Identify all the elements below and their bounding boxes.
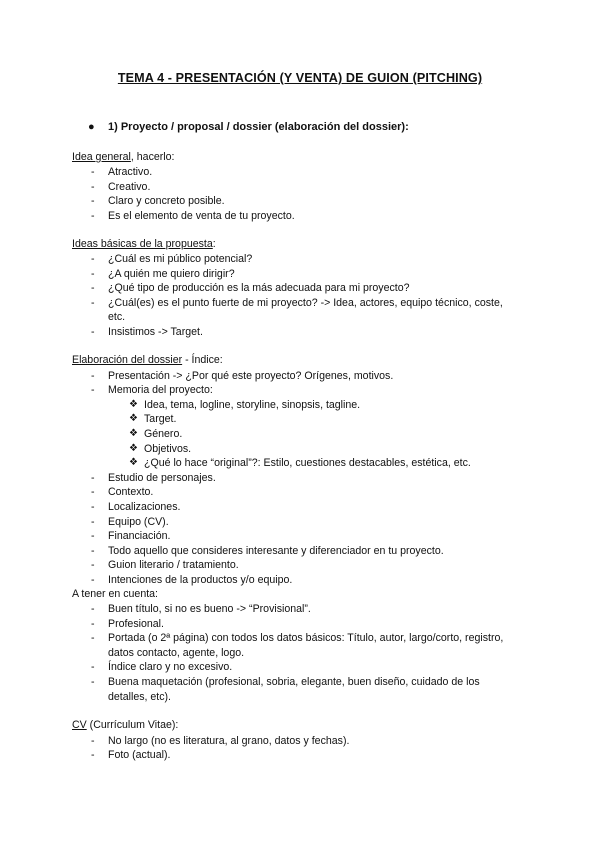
idea-general-label: Idea general, hacerlo:	[72, 151, 175, 163]
elaboracion-label: Elaboración del dossier - Índice:	[72, 354, 223, 366]
diamond-bullet-icon: ❖	[129, 413, 138, 425]
diamond-bullet-icon: ❖	[129, 398, 138, 410]
document-page: TEMA 4 - PRESENTACIÓN (Y VENTA) DE GUION (PITCHING) ● 1) Proyecto / proposal / dossier (elaboración del dossier): Idea general, hacerlo: - Atractivo. - Creativo. - Claro y concreto posible. - Es el elemento de venta de tu proyecto. Ideas básicas de la propuesta: - ¿Cuál es mi público potencial? - ¿A quién me quiero dirigir? - ¿Qué tipo de producción es la más adecuada para mi proyecto? - ¿Cuál(es) es el punto fuerte de mi proyecto? -> Idea, actores, equipo técnico, coste, etc. - Insistimos -> Target. Elaboración del dossier - Índice: - Presentación -> ¿Por qué este proyecto? Orígenes, motivos. - Memoria del proyecto: ❖ Idea, tema, logline, storyline, sinopsis, tagline. ❖ Target. ❖ Género. ❖ Objetivos. ❖ ¿Qué lo hace “original”?: Estilo, cuestiones destacables, estética, etc. - Estudio de personajes. - Contexto. - Localizaciones. - Equipo (CV). - Financiación. - Todo aquello que consideres interesante y diferenciador en tu proyecto. - Guion literario / tratamiento. - Intenciones de la productos y/o equipo. A tener en cuenta: - Buen título, si no es bueno -> “Provisional”. - Profesional. - Portada (o 2ª página) con todos los datos básicos: Título, autor, largo/corto, registro, datos contacto, agente, logo. - Índice claro y no excesivo. - Buena maquetación (profesional, sobria, elegante, buen diseño, cuidado de los detalles, etc). CV (Currículum Vitae): - No largo (no es literatura, al grano, datos y fechas). - Foto (actual).	[0, 0, 600, 848]
cv-label: CV (Currículum Vitae):	[72, 719, 179, 731]
diamond-bullet-icon: ❖	[129, 442, 138, 454]
bullet-icon: ●	[88, 121, 95, 133]
a-tener-en-cuenta-label: A tener en cuenta:	[72, 587, 158, 600]
section-heading-text: 1) Proyecto / proposal / dossier (elaboración del dossier):	[108, 121, 409, 133]
page-title: TEMA 4 - PRESENTACIÓN (Y VENTA) DE GUION (PITCHING)	[117, 71, 483, 85]
diamond-bullet-icon: ❖	[129, 427, 138, 439]
ideas-basicas-label: Ideas básicas de la propuesta:	[72, 238, 216, 250]
diamond-bullet-icon: ❖	[129, 457, 138, 469]
